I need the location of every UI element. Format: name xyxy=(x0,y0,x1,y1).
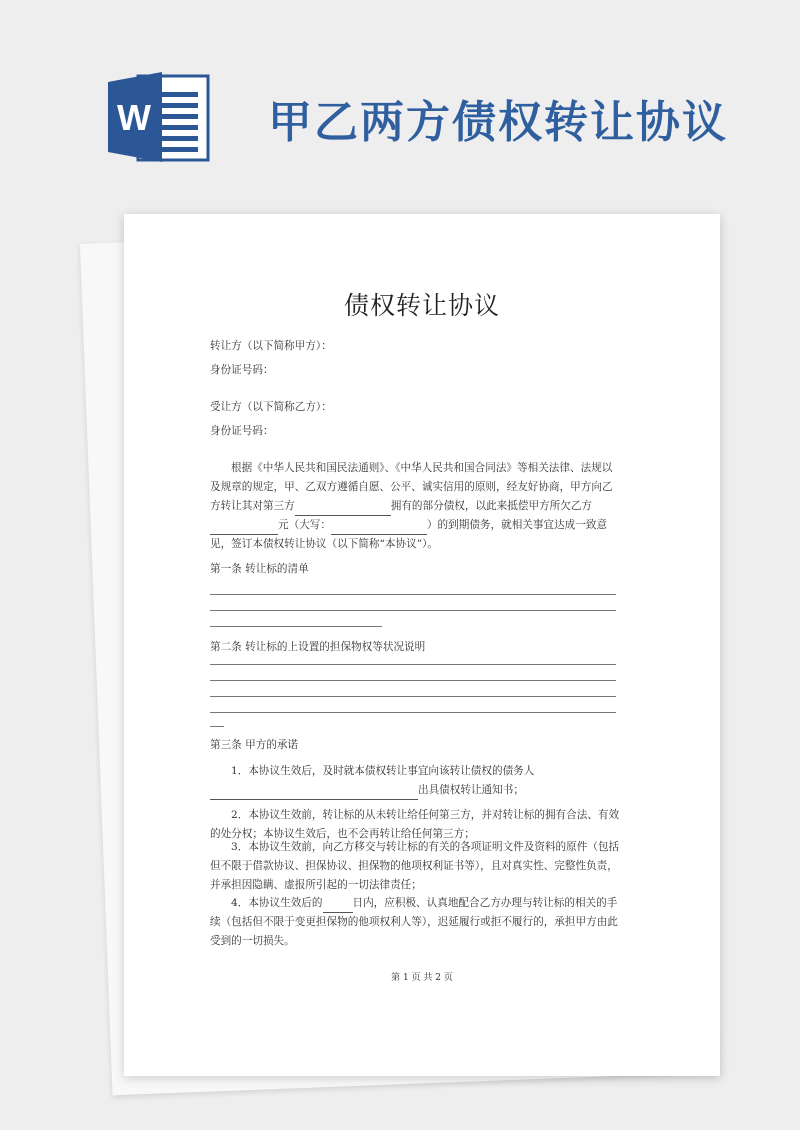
transferor-id-label: 身份证号码： xyxy=(210,364,274,376)
clause-4-text: 4．本协议生效后的 xyxy=(231,897,323,909)
article2-line xyxy=(210,664,616,665)
article1-line xyxy=(210,610,616,611)
document-title: 债权转让协议 xyxy=(343,291,500,320)
article2-line xyxy=(210,712,616,713)
intro-part3: 元（大写： xyxy=(278,519,331,531)
article2-line xyxy=(210,696,616,697)
clause-1-text-end: 出具债权转让通知书； xyxy=(418,784,524,796)
clause-1 xyxy=(210,762,620,800)
header xyxy=(0,0,800,200)
clause-2: 2．本协议生效前，转让标的从未转让给任何第三方，并对转让标的拥有合法、有效的处分权；本协议生效后，也不会再转让给任何第三方； xyxy=(210,809,620,840)
amount-words-blank xyxy=(331,521,427,535)
intro-part2: 拥有的部分债权，以此来抵偿甲方所欠乙方 xyxy=(390,500,593,512)
third-party-blank xyxy=(295,502,391,516)
document-page xyxy=(124,214,720,1076)
article1-line xyxy=(210,626,382,627)
intro-paragraph xyxy=(210,459,620,554)
transferee-label: 受让方（以下简称乙方）： xyxy=(210,401,332,413)
intro-part4: ）的到期债务，就相关事宜达成一致意见，签订本债权转让协议（以下简称“本协议”）。 xyxy=(210,519,608,550)
article1-line xyxy=(210,594,616,595)
clause-4-text-end: 日内，应积极、认真地配合乙方办理与转让标的相关的手续（包括但不限于变更担保物的他项权利人等），迟延履行或拒不履行的，承担甲方由此受到的一切损失。 xyxy=(210,897,618,947)
transferor-label: 转让方（以下简称甲方）： xyxy=(210,340,332,352)
days-blank xyxy=(323,899,353,913)
article2-line xyxy=(210,680,616,681)
clause-4 xyxy=(210,894,620,951)
clause-1-text: 1．本协议生效后，及时就本债权转让事宜向该转让债权的债务人 xyxy=(231,765,535,777)
article3-title: 第三条 甲方的承诺 xyxy=(210,739,299,751)
transferee-id-label: 身份证号码： xyxy=(210,425,274,437)
page-number-footer: 第 1 页 共 2 页 xyxy=(391,973,453,983)
header-title: 甲乙两方债权转让协议 xyxy=(268,97,728,148)
intro-part1: 根据《中华人民共和国民法通则》、《中华人民共和国合同法》等相关法律、法规以及规章的规定，甲、乙双方遵循自愿、公平、诚实信用的原则，经友好协商，甲方向乙方转让其对第三方 xyxy=(210,462,613,512)
word-logo-letter: W xyxy=(117,97,151,138)
article2-title: 第二条 转让标的上设置的担保物权等状况说明 xyxy=(210,641,426,653)
word-document-icon xyxy=(108,68,210,166)
amount-blank xyxy=(210,521,278,535)
clause-3: 3．本协议生效前，向乙方移交与转让标的有关的各项证明文件及资料的原件（包括但不限于借款协议、担保协议、担保物的他项权利证书等），且对真实性、完整性负责，并承担因隐瞒、虚报所引起的一切法律责任； xyxy=(210,841,620,891)
article1-title: 第一条 转让标的清单 xyxy=(210,563,309,575)
debtor-blank xyxy=(210,786,418,800)
article2-line xyxy=(210,726,224,727)
